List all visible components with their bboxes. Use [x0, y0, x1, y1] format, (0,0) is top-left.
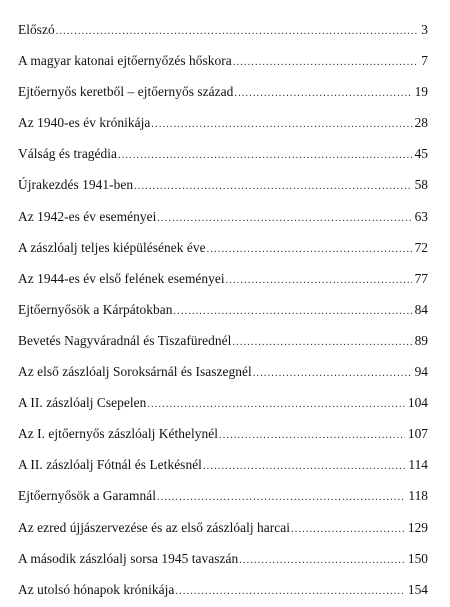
toc-entry-title: Az utolsó hónapok krónikája	[18, 581, 175, 597]
toc-entry-page-number: 129	[407, 519, 428, 535]
dot-leader	[239, 545, 405, 576]
toc-entry	[18, 356, 428, 387]
toc-entry	[18, 418, 428, 449]
dot-leader	[203, 451, 405, 482]
toc-entry-title: A magyar katonai ejtőernyőzés hőskora	[18, 53, 232, 69]
toc-entry-title: Ejtőernyős keretből – ejtőernyős század	[18, 84, 234, 100]
toc-entry-page-number: 7	[421, 53, 428, 69]
dot-leader	[226, 265, 412, 296]
toc-entry-page-number: 150	[407, 550, 428, 566]
toc-entry-page-number: 19	[414, 84, 428, 100]
toc-entry-title: Az ezred újjászervezése és az első zászlóalj harcai	[18, 519, 291, 535]
toc-entry	[18, 512, 428, 543]
toc-entry-page-number: 114	[408, 457, 428, 473]
toc-entry-page-number: 58	[414, 177, 428, 193]
dot-leader	[253, 358, 412, 389]
toc-entry	[18, 45, 428, 76]
toc-entry	[18, 232, 428, 263]
toc-entry-title: Az 1944-es év első felének eseményei	[18, 270, 225, 286]
toc-entry-page-number: 104	[407, 395, 428, 411]
toc-entry-page-number: 63	[414, 208, 428, 224]
toc-entry-title: Válság és tragédia	[18, 146, 118, 162]
toc-entry	[18, 14, 428, 45]
dot-leader	[233, 47, 418, 78]
toc-entry-title: A zászlóalj teljes kiépülésének éve	[18, 239, 206, 255]
toc-entry-page-number: 28	[414, 115, 428, 131]
dot-leader	[134, 171, 412, 202]
toc-entry	[18, 480, 428, 511]
toc-entry	[18, 201, 428, 232]
dot-leader	[174, 296, 412, 327]
toc-entry-title: Bevetés Nagyváradnál és Tiszafürednél	[18, 332, 232, 348]
toc-entry-title: Ejtőernyősök a Kárpátokban	[18, 301, 173, 317]
dot-leader	[175, 576, 404, 607]
dot-leader	[118, 140, 412, 171]
toc-entry-title: Az 1940-es év krónikája	[18, 115, 151, 131]
toc-entry	[18, 325, 428, 356]
toc-entry	[18, 543, 428, 574]
toc-entry	[18, 387, 428, 418]
toc-entry-page-number: 45	[414, 146, 428, 162]
toc-entry-title: A II. zászlóalj Fótnál és Letkésnél	[18, 457, 202, 473]
dot-leader	[147, 389, 405, 420]
table-of-contents	[18, 14, 428, 605]
toc-entry	[18, 76, 428, 107]
dot-leader	[157, 482, 405, 513]
toc-entry	[18, 263, 428, 294]
toc-entry	[18, 449, 428, 480]
toc-entry-title: Ejtőernyősök a Garamnál	[18, 488, 156, 504]
toc-entry-title: A második zászlóalj sorsa 1945 tavaszán	[18, 550, 239, 566]
dot-leader	[219, 420, 405, 451]
toc-entry-title: Újrakezdés 1941-ben	[18, 177, 134, 193]
dot-leader	[207, 234, 412, 265]
dot-leader	[56, 16, 419, 47]
toc-entry-title: Az első zászlóalj Soroksárnál és Isaszegnél	[18, 364, 252, 380]
toc-entry-title: A II. zászlóalj Csepelen	[18, 395, 147, 411]
toc-entry-page-number: 107	[407, 426, 428, 442]
toc-entry-page-number: 118	[408, 488, 428, 504]
toc-entry	[18, 169, 428, 200]
dot-leader	[234, 78, 411, 109]
dot-leader	[157, 203, 411, 234]
toc-entry	[18, 107, 428, 138]
dot-leader	[232, 327, 411, 358]
toc-entry-page-number: 84	[414, 301, 428, 317]
dot-leader	[291, 514, 405, 545]
toc-entry-title: Az 1942-es év eseményei	[18, 208, 157, 224]
toc-entry-page-number: 3	[421, 22, 428, 37]
toc-entry-title: Az I. ejtőernyős zászlóalj Kéthelynél	[18, 426, 219, 442]
toc-entry	[18, 294, 428, 325]
toc-entry	[18, 138, 428, 169]
toc-entry-page-number: 77	[414, 270, 428, 286]
toc-entry-page-number: 154	[407, 581, 428, 597]
toc-entry-page-number: 89	[414, 332, 428, 348]
toc-entry-page-number: 72	[414, 239, 428, 255]
toc-entry-title: Előszó	[18, 22, 55, 37]
toc-entry-page-number: 94	[414, 364, 428, 380]
dot-leader	[151, 109, 411, 140]
toc-entry	[18, 574, 428, 605]
